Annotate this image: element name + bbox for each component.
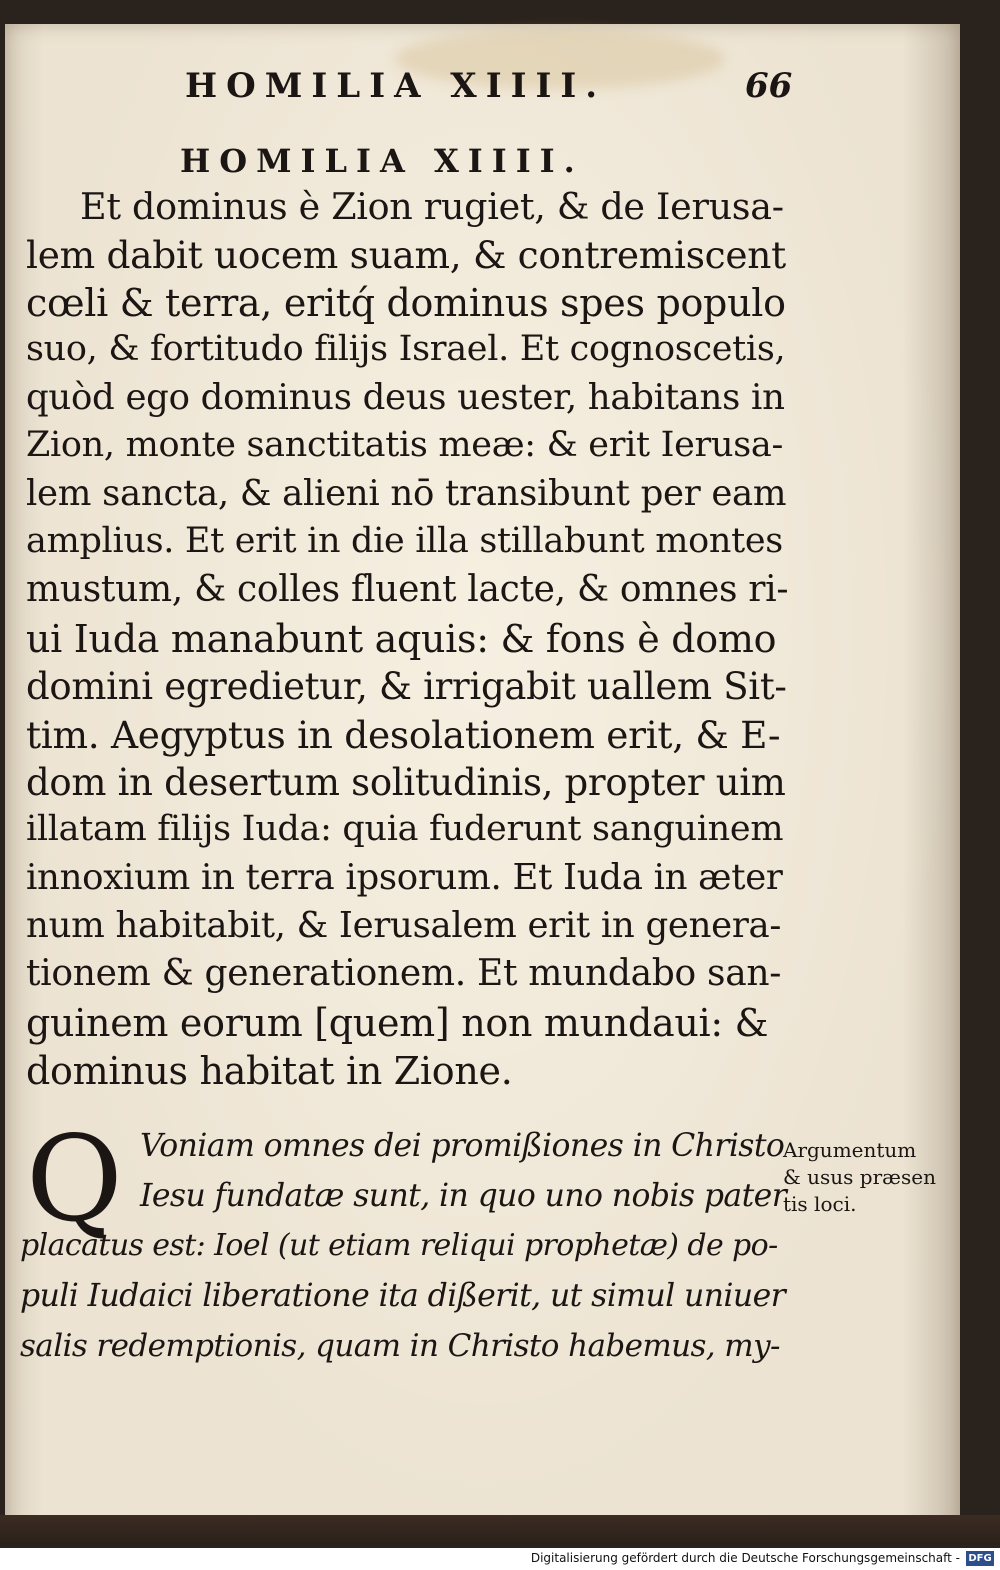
scripture-line: guinem eorum [quem] non mundaui: & bbox=[26, 1001, 769, 1045]
scripture-line: tionem & generationem. Et mundabo san- bbox=[26, 953, 782, 994]
page-number: 66 bbox=[745, 66, 793, 106]
scripture-line: ui Iuda manabunt aquis: & fons è domo bbox=[26, 617, 777, 661]
funding-credit: Digitalisierung gefördert durch die Deutsche Forschungsgemeinschaft - bbox=[530, 1551, 960, 1565]
scripture-line: quòd ego dominus deus uester, habitans in bbox=[26, 377, 785, 418]
commentary-line: Iesu fundatæ sunt, in quo uno nobis pater bbox=[140, 1178, 787, 1214]
commentary-line: placatus est: Ioel (ut etiam reliqui prophetæ) de po- bbox=[20, 1228, 778, 1263]
scripture-line: Zion, monte sanctitatis meæ: & erit Ierusa- bbox=[26, 425, 783, 465]
marginal-note-line: tis loci. bbox=[783, 1192, 857, 1216]
commentary-line: Voniam omnes dei promißiones in Christo bbox=[140, 1128, 785, 1164]
scripture-line: illatam filijs Iuda: quia fuderunt sanguinem bbox=[26, 809, 784, 849]
scripture-line: num habitabit, & Ierusalem erit in genera- bbox=[26, 905, 782, 946]
marginal-note-line: & usus præsen bbox=[783, 1165, 936, 1189]
drop-cap-initial: Q bbox=[26, 1110, 123, 1248]
scripture-line: dom in desertum solitudinis, propter uim bbox=[26, 761, 786, 804]
scripture-line: domini egredietur, & irrigabit uallem Sit- bbox=[26, 665, 787, 708]
scripture-line: lem dabit uocem suam, & contremiscent bbox=[26, 233, 786, 277]
scripture-line: amplius. Et erit in die illa stillabunt montes bbox=[26, 521, 783, 561]
scripture-line: mustum, & colles fluent lacte, & omnes ri- bbox=[26, 569, 789, 610]
dfg-logo-icon: DFG bbox=[966, 1551, 994, 1566]
scripture-line: tim. Aegyptus in desolationem erit, & E- bbox=[26, 713, 781, 757]
scripture-line: lem sancta, & alieni nō transibunt per eam bbox=[26, 473, 787, 514]
running-title: HOMILIA XIIII. bbox=[185, 66, 607, 106]
marginal-note-line: Argumentum bbox=[783, 1138, 917, 1162]
page-bottom-edge bbox=[0, 1515, 1000, 1545]
scripture-line: innoxium in terra ipsorum. Et Iuda in æter bbox=[26, 857, 783, 898]
scripture-line: cœli & terra, eritq́ dominus spes populo bbox=[26, 281, 786, 325]
commentary-line: puli Iudaici liberatione ita dißerit, ut simul uniuer bbox=[20, 1278, 786, 1314]
scripture-line: Et dominus è Zion rugiet, & de Ierusa- bbox=[80, 185, 784, 228]
scripture-line: suo, & fortitudo filijs Israel. Et cognoscetis, bbox=[26, 329, 786, 369]
homily-heading: HOMILIA XIIII. bbox=[180, 142, 584, 180]
commentary-line: salis redemptionis, quam in Christo habemus, my- bbox=[20, 1328, 780, 1364]
scripture-line: dominus habitat in Zione. bbox=[26, 1049, 513, 1093]
